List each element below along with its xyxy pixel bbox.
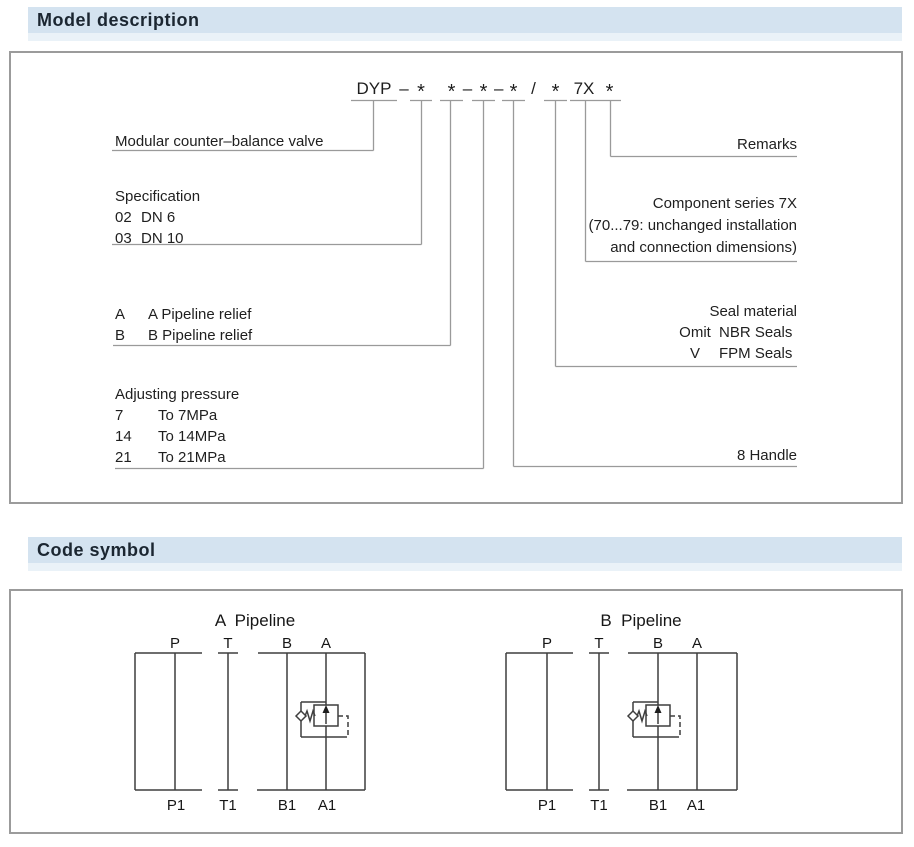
item-code: 7 bbox=[115, 407, 124, 424]
pressure-item bbox=[115, 426, 239, 447]
model-code-series: 7X bbox=[573, 79, 595, 98]
item-code: B bbox=[115, 327, 126, 344]
model-code-separator: – bbox=[494, 79, 504, 98]
port-label-b: B bbox=[652, 635, 664, 652]
pressure-item bbox=[115, 405, 239, 426]
port-label-t1: T1 bbox=[219, 797, 237, 814]
code-symbol-title: Code symbol bbox=[37, 540, 156, 560]
model-code-star: * bbox=[509, 81, 518, 103]
port-label-a1: A1 bbox=[317, 797, 337, 814]
diagram-title: A Pipeline bbox=[214, 611, 296, 630]
port-label-t1: T1 bbox=[590, 797, 608, 814]
model-code-star: * bbox=[447, 81, 456, 103]
header-shadow bbox=[28, 33, 902, 41]
model-code-separator: – bbox=[399, 79, 409, 98]
port-label-p: P bbox=[541, 635, 553, 652]
port-label-a: A bbox=[691, 635, 703, 652]
item-desc: DN 10 bbox=[141, 230, 184, 247]
series-note-line: and connection dimensions) bbox=[610, 239, 797, 256]
item-code: 21 bbox=[115, 449, 132, 466]
model-code-prefix: DYP bbox=[356, 79, 392, 98]
model-code-separator: / bbox=[531, 79, 536, 98]
item-desc: A Pipeline relief bbox=[148, 306, 252, 323]
adjusting-pressure-title: Adjusting pressure bbox=[115, 386, 240, 403]
model-code-star: * bbox=[551, 81, 560, 103]
seal-title: Seal material bbox=[709, 303, 797, 320]
pilot-dashed-line bbox=[338, 716, 348, 737]
item-desc: B Pipeline relief bbox=[148, 327, 253, 344]
item-desc: NBR Seals bbox=[719, 324, 793, 341]
model-code-star: * bbox=[605, 81, 614, 103]
model-description-title: Model description bbox=[37, 10, 200, 30]
item-code: A bbox=[115, 306, 126, 323]
item-desc: To 14MPa bbox=[158, 428, 226, 445]
item-desc: FPM Seals bbox=[719, 345, 793, 362]
pipeline-relief-callout bbox=[115, 304, 252, 346]
pressure-item bbox=[115, 447, 239, 468]
seal-material-callout bbox=[671, 301, 797, 364]
port-label-b: B bbox=[281, 635, 293, 652]
pipeline-item bbox=[115, 304, 252, 325]
pilot-dashed-line bbox=[670, 716, 680, 737]
ba-line-group bbox=[257, 653, 365, 790]
model-code-star: * bbox=[417, 81, 425, 103]
remarks-label: Remarks bbox=[736, 136, 797, 153]
b-pipeline-diagram bbox=[480, 598, 780, 833]
pipeline-item bbox=[115, 325, 252, 346]
specification-callout bbox=[115, 186, 200, 249]
series-note-line: (70...79: unchanged installation bbox=[588, 217, 797, 234]
t-line-group bbox=[218, 653, 238, 790]
item-code: 14 bbox=[115, 428, 132, 445]
port-label-b1: B1 bbox=[648, 797, 668, 814]
spec-item bbox=[115, 228, 200, 249]
port-label-b1: B1 bbox=[277, 797, 297, 814]
item-code: V bbox=[689, 345, 700, 362]
item-desc: To 7MPa bbox=[158, 407, 218, 424]
diagram-title: B Pipeline bbox=[600, 611, 682, 630]
item-code: 03 bbox=[115, 230, 132, 247]
model-code-star: * bbox=[479, 81, 488, 103]
port-label-t: T bbox=[223, 635, 233, 652]
check-valve-diamond bbox=[296, 711, 306, 721]
valve-type-label: Modular counter–balance valve bbox=[115, 133, 324, 150]
component-series-callout bbox=[589, 193, 797, 259]
spec-item bbox=[115, 207, 200, 228]
a-pipeline-diagram bbox=[110, 598, 410, 833]
code-symbol-header bbox=[28, 537, 902, 563]
port-label-p: P bbox=[169, 635, 181, 652]
item-desc: DN 6 bbox=[141, 209, 176, 226]
port-label-a1: A1 bbox=[686, 797, 706, 814]
port-label-t: T bbox=[594, 635, 604, 652]
port-label-a: A bbox=[320, 635, 332, 652]
specification-title: Specification bbox=[115, 188, 201, 205]
item-code: Omit bbox=[679, 324, 711, 341]
p-line-group bbox=[135, 653, 202, 790]
p-line-group bbox=[506, 653, 573, 790]
ba-line-group bbox=[627, 653, 737, 790]
item-desc: To 21MPa bbox=[158, 449, 226, 466]
t-line-group bbox=[589, 653, 609, 790]
model-description-header bbox=[28, 7, 902, 33]
seal-item bbox=[671, 322, 797, 343]
header-shadow bbox=[28, 563, 902, 571]
port-label-p1: P1 bbox=[537, 797, 557, 814]
seal-item bbox=[671, 343, 797, 364]
item-code: 02 bbox=[115, 209, 132, 226]
check-valve-diamond bbox=[628, 711, 638, 721]
adjusting-pressure-callout bbox=[115, 384, 239, 468]
handle-label: 8 Handle bbox=[736, 447, 797, 464]
series-title: Component series 7X bbox=[652, 195, 797, 212]
port-label-p1: P1 bbox=[166, 797, 186, 814]
model-code-separator: – bbox=[462, 79, 473, 98]
